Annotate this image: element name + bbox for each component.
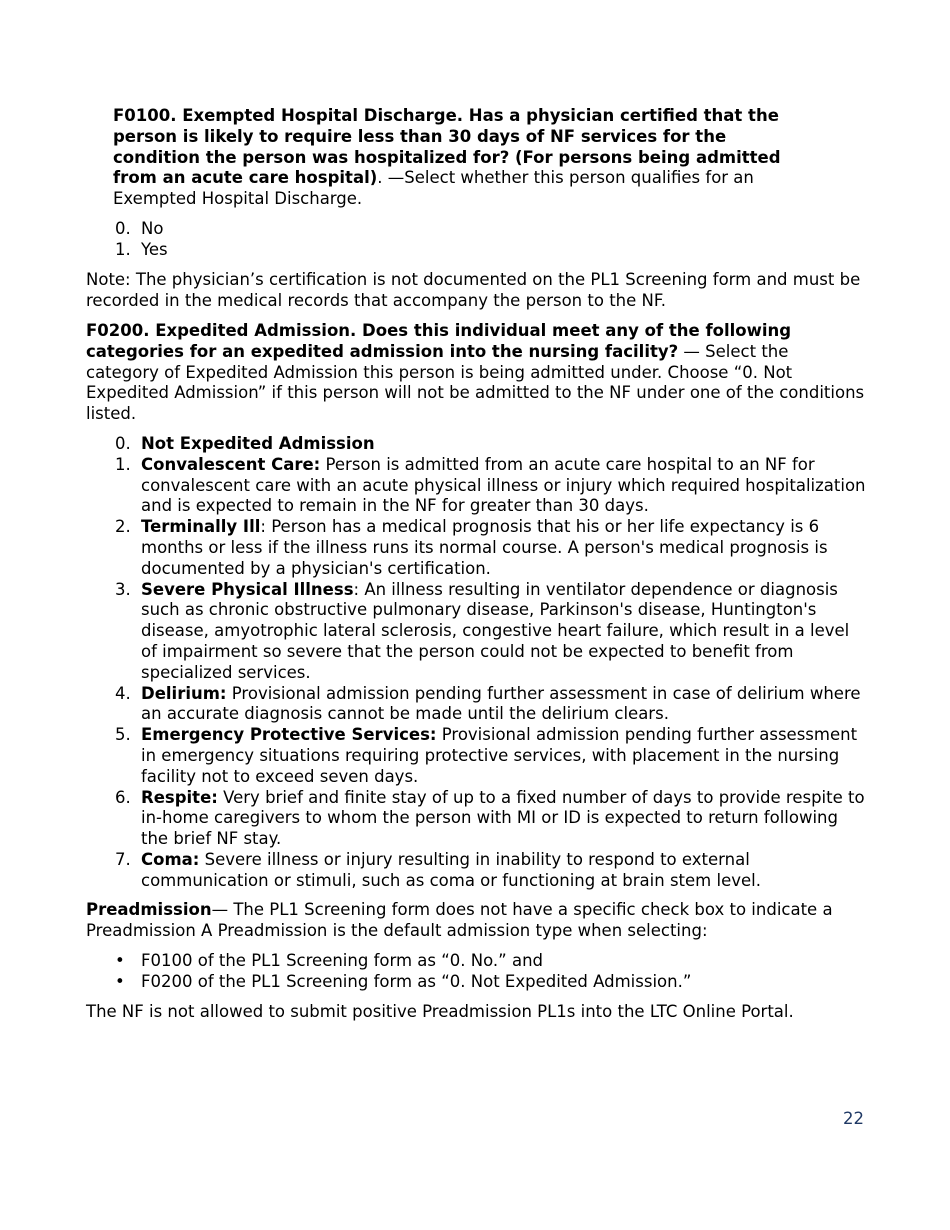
item-number: 3.: [115, 579, 131, 599]
item-number: 1.: [115, 454, 131, 474]
f0100-question-instruction: . —Select whether this person qualifies for an Exempted Hospital Discharge.: [113, 168, 754, 209]
list-item: [86, 455, 866, 517]
item-number: 0.: [115, 219, 131, 238]
f0200-question-instruction: — Select the category of Expedited Admission this person is being admitted under. Choose “0. Not Expedited Admission” if this person will not be admitted to the NF under one of the conditions listed.: [86, 341, 865, 424]
f0100-note: [86, 270, 866, 312]
item-number: 1.: [115, 239, 131, 259]
f0100-options-list: [86, 219, 866, 261]
portal-note-text: The NF is not allowed to submit positive Preadmission PL1s into the LTC Online Portal.: [86, 1002, 794, 1021]
f0200-question: [86, 321, 866, 425]
item-term: Respite:: [141, 787, 218, 807]
list-item: [86, 972, 866, 993]
bullet-text: F0200 of the PL1 Screening form as “0. Not Expedited Admission.”: [141, 971, 692, 991]
item-description: Provisional admission pending further assessment in case of delirium where an accurate diagnosis cannot be made until the delirium clears.: [141, 683, 861, 724]
item-description: : An illness resulting in ventilator dependence or diagnosis such as chronic obstructive pulmonary disease, Parkinson's disease, Huntington's disease, amyotrophic lateral sclerosis, congestive heart failure, which result in a level of impairment so severe that the person could not be expected to benefit from specialized services.: [141, 579, 850, 682]
portal-note: [86, 1002, 866, 1023]
item-number: 2.: [115, 517, 131, 537]
item-term: Severe Physical Illness: [141, 579, 354, 599]
list-item: [86, 580, 866, 684]
list-item: [86, 219, 866, 240]
item-term: Delirium:: [141, 683, 227, 703]
item-number: 6.: [115, 787, 131, 807]
item-number: 0.: [115, 434, 131, 453]
item-term: Coma:: [141, 849, 200, 869]
f0200-question-title: F0200. Expedited Admission. Does this individual meet any of the following categories for an expedited admission into the nursing facility?: [86, 321, 792, 361]
page-number: 22: [843, 1109, 864, 1128]
bullet-mark: •: [115, 951, 125, 970]
item-description: Severe illness or injury resulting in inability to respond to external communication or stimuli, such as coma or functioning at brain stem level.: [141, 849, 761, 890]
item-description: Provisional admission pending further assessment in emergency situations requiring protective services, with placement in the nursing facility not to exceed seven days.: [141, 725, 858, 786]
list-item: [86, 725, 866, 787]
bullet-mark: •: [115, 971, 125, 991]
item-number: 4.: [115, 683, 131, 703]
note-text: Note: The physician’s certification is not documented on the PL1 Screening form and must be recorded in the medical records that accompany the person to the NF.: [86, 270, 861, 310]
f0100-question: [113, 106, 813, 210]
item-term: Emergency Protective Services:: [141, 725, 437, 745]
item-number: 7.: [115, 849, 131, 869]
list-item: [86, 517, 866, 579]
item-description: Person is admitted from an acute care hospital to an NF for convalescent care with an acute physical illness or injury which required hospitalization and is expected to remain in the NF for greater than 30 days.: [141, 454, 866, 516]
list-item: [86, 240, 866, 261]
item-description: Very brief and finite stay of up to a fixed number of days to provide respite to in-home caregivers to whom the person with MI or ID is expected to return following the brief NF stay.: [141, 787, 865, 849]
item-label: Yes: [141, 239, 168, 259]
item-number: 5.: [115, 725, 131, 745]
preadmission-bullet-list: [86, 951, 866, 993]
list-item: [86, 434, 866, 455]
list-item: [86, 684, 866, 726]
list-item: [86, 850, 866, 892]
item-term: Convalescent Care:: [141, 454, 321, 474]
item-label: No: [141, 219, 164, 238]
preadmission-paragraph: [86, 900, 866, 942]
f0200-options-list: [86, 434, 866, 892]
item-description: : Person has a medical prognosis that his or her life expectancy is 6 months or less if the illness runs its normal course. A person's medical prognosis is documented by a physician's certification.: [141, 517, 828, 578]
preadmission-term: Preadmission: [86, 900, 212, 919]
item-term: Not Expedited Admission: [141, 434, 375, 453]
list-item: [86, 951, 866, 972]
list-item: [86, 788, 866, 850]
bullet-text: F0100 of the PL1 Screening form as “0. No.” and: [141, 951, 544, 970]
item-term: Terminally Ill: [141, 517, 261, 537]
f0100-question-title: F0100. Exempted Hospital Discharge. Has a physician certified that the person is likely to require less than 30 days of NF services for the condition the person was hospitalized for? (For persons being admitted from an acute care hospital): [113, 106, 781, 188]
preadmission-text: — The PL1 Screening form does not have a specific check box to indicate a Preadmission A Preadmission is the default admission type when selecting:: [86, 900, 833, 940]
